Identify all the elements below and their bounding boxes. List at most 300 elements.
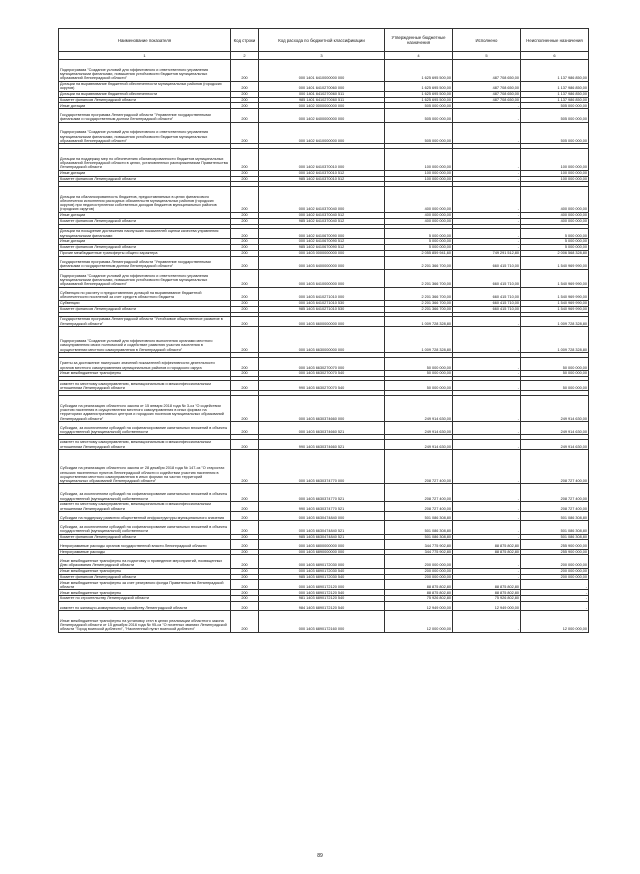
row-plan: 1 625 695 500,00 — [385, 91, 453, 97]
row-left: - — [521, 601, 589, 610]
row-code: 200 — [231, 422, 259, 435]
row-done: - — [453, 422, 521, 435]
row-done: - — [453, 611, 521, 633]
row-kbk: 000 1403 6410271010 000 — [259, 287, 385, 300]
row-left: 249 914 630,00 — [521, 440, 589, 450]
row-left: 5 000 000,00 — [521, 244, 589, 250]
row-done: - — [453, 109, 521, 122]
row-done: - — [453, 512, 521, 521]
row-plan: 249 914 630,00 — [385, 440, 453, 450]
row-plan: 2 201 366 700,00 — [385, 287, 453, 300]
row-kbk: 985 1402 6410370010 512 — [259, 176, 385, 182]
row-left: - — [521, 596, 589, 602]
row-plan: 344 775 902,80 — [385, 549, 453, 555]
table-row — [59, 611, 589, 633]
row-plan: 1 009 728 328,80 — [385, 317, 453, 327]
row-code: 200 — [231, 371, 259, 377]
table-row — [59, 512, 589, 521]
table-row — [59, 60, 589, 82]
row-plan: 2 201 366 700,00 — [385, 306, 453, 312]
row-done: - — [453, 484, 521, 502]
row-done: - — [453, 534, 521, 540]
row-left: 1 137 986 850,00 — [521, 81, 589, 91]
row-name: Дотации на поддержку мер по обеспечению сбалансированности бюджетов муниципальных образований Ленинградской области в целях, установленных распоряжениями Правительства Ленинградской области — [59, 148, 231, 170]
row-left: 208 727 400,00 — [521, 484, 589, 502]
row-kbk: 000 1401 6410270060 000 — [259, 81, 385, 91]
row-plan: 100 000 000,00 — [385, 170, 453, 176]
row-left: 200 000 000,00 — [521, 574, 589, 580]
row-done: 12 949 000,00 — [453, 601, 521, 610]
row-plan: 100 000 000,00 — [385, 148, 453, 170]
row-plan: 1 625 695 500,00 — [385, 60, 453, 82]
row-done: - — [453, 176, 521, 182]
row-plan: 1 625 695 500,00 — [385, 97, 453, 103]
row-kbk: 000 1403 6630474840 521 — [259, 521, 385, 534]
row-kbk: 981 1403 6890172120 540 — [259, 596, 385, 602]
row-kbk: 000 1403 6890172030 000 — [259, 555, 385, 568]
row-plan: 2 201 366 700,00 — [385, 300, 453, 306]
row-code: 200 — [231, 300, 259, 306]
row-done: - — [453, 327, 521, 353]
row-code: 200 — [231, 81, 259, 91]
row-name: Подпрограмма "Создание условий для эффективного выполнения органами местного самоуправления своих полномочий и содействие развитию участия населения в осуществлении местного самоуправления в Ленинградской области" — [59, 327, 231, 353]
row-left: 501 086 308,80 — [521, 534, 589, 540]
row-kbk: 000 1403 6630270070 000 — [259, 357, 385, 370]
row-kbk: 000 1403 6400000000 000 — [259, 256, 385, 269]
row-plan: 249 914 630,00 — [385, 422, 453, 435]
row-plan: 50 000 000,00 — [385, 381, 453, 391]
row-plan: 100 000 000,00 — [385, 176, 453, 182]
row-left: - — [521, 580, 589, 590]
row-done: - — [453, 229, 521, 239]
row-done: 88 875 802,80 — [453, 540, 521, 549]
row-plan: 501 086 308,80 — [385, 534, 453, 540]
row-name: Субсидии на поддержку развития общественной инфраструктуры муниципального значения — [59, 512, 231, 521]
row-plan: 249 914 630,00 — [385, 396, 453, 422]
row-plan: 2 201 366 700,00 — [385, 269, 453, 287]
row-done: - — [453, 244, 521, 250]
table-row — [59, 601, 589, 610]
row-left: 501 086 308,80 — [521, 521, 589, 534]
row-plan: 1 009 728 328,80 — [385, 327, 453, 353]
row-kbk: 000 1403 6630374770 000 — [259, 450, 385, 484]
row-name: Субсидии на реализацию областного закона от 28 декабря 2018 года № 147-оз "О старостах сельских населенных пунктов Ленинградской области и содействии участию населения в осуществлении местного самоуправления в иных формах на частях территорий муниципальных образований Ленинградской области" — [59, 450, 231, 484]
row-left: 1 137 986 850,00 — [521, 97, 589, 103]
row-left: 1 540 969 990,00 — [521, 256, 589, 269]
row-kbk: 000 1403 0000000000 000 — [259, 250, 385, 256]
row-name: Иные дотации — [59, 212, 231, 218]
row-kbk: 000 1403 6890172120 540 — [259, 590, 385, 596]
row-left: 255 900 000,00 — [521, 540, 589, 549]
row-code: 200 — [231, 306, 259, 312]
row-left: 1 009 728 328,80 — [521, 317, 589, 327]
header-num: 5 — [453, 52, 521, 60]
row-plan: 200 000 000,00 — [385, 574, 453, 580]
row-plan: 5 000 000,00 — [385, 239, 453, 245]
row-plan: 5 000 000,00 — [385, 229, 453, 239]
header-num: 4 — [385, 52, 453, 60]
row-kbk: 000 1402 6410670090 512 — [259, 239, 385, 245]
row-done: - — [453, 170, 521, 176]
row-name: Дотации на сбалансированность бюджетов, предоставляемых в целях финансового обеспечения исполнения расходных обязательств муниципальных районов (городских округов) при недопоступлении собственных доходов бюджетов муниципальных районов (городских округов) — [59, 186, 231, 212]
table-row — [59, 502, 589, 512]
row-plan: 505 000 000,00 — [385, 109, 453, 122]
row-name: Комитет финансов Ленинградской области — [59, 574, 231, 580]
row-code: 200 — [231, 212, 259, 218]
row-name: Иные межбюджетные трансферты на установку стел в целях реализации областного закона Ленинградской области от 15 декабря 2016 года № 95-оз "О почетных званиях Ленинградской области "Город воинской доблести", "Населенный пункт воинской доблести" — [59, 611, 231, 633]
row-done: - — [453, 317, 521, 327]
row-left: 5 000 000,00 — [521, 239, 589, 245]
row-name: Иные межбюджетные трансферты — [59, 568, 231, 574]
row-kbk: 000 1403 6890172120 000 — [259, 580, 385, 590]
table-row — [59, 440, 589, 450]
row-plan: 400 000 000,00 — [385, 186, 453, 212]
row-code: 200 — [231, 381, 259, 391]
row-done: 487 708 650,00 — [453, 60, 521, 82]
header-kbk: Код расхода по бюджетной классификации — [259, 29, 385, 52]
row-name: Иные дотации — [59, 170, 231, 176]
row-name: комитет по местному самоуправлению, межнациональным и межконфессиональным отношениям Ленинградской области — [59, 502, 231, 512]
row-kbk: 984 1403 6890172120 540 — [259, 601, 385, 610]
row-name: Комитет финансов Ленинградской области — [59, 244, 231, 250]
row-kbk: 000 1403 6630270070 540 — [259, 371, 385, 377]
row-left: 200 000 000,00 — [521, 568, 589, 574]
row-kbk: 990 1403 6630374660 521 — [259, 440, 385, 450]
row-left: 400 000 000,00 — [521, 186, 589, 212]
row-kbk: 000 1403 6630374770 521 — [259, 484, 385, 502]
row-code: 200 — [231, 484, 259, 502]
row-name: Государственная программа Ленинградской области "Управление государственными финансами и государственным долгом Ленинградской области" — [59, 109, 231, 122]
header-row — [59, 29, 589, 52]
row-kbk: 000 1402 6410000000 000 — [259, 122, 385, 144]
row-name: Подпрограмма "Создание условий для эффективного и ответственного управления муниципальными финансами, повышения устойчивости бюджетов муниципальных образований Ленинградской области" — [59, 269, 231, 287]
page-number: 89 — [317, 853, 323, 859]
row-code: 200 — [231, 555, 259, 568]
row-plan: 12 000 000,00 — [385, 611, 453, 633]
row-done: - — [453, 148, 521, 170]
row-done: - — [453, 186, 521, 212]
row-code: 200 — [231, 502, 259, 512]
row-plan: 1 625 695 500,00 — [385, 81, 453, 91]
row-code: 200 — [231, 574, 259, 580]
table-row — [59, 91, 589, 97]
row-kbk: 000 1403 6600000000 000 — [259, 317, 385, 327]
table-row — [59, 484, 589, 502]
row-code: 200 — [231, 103, 259, 109]
table-row — [59, 450, 589, 484]
row-done: - — [453, 122, 521, 144]
row-left: 50 000 000,00 — [521, 381, 589, 391]
row-plan: 208 727 400,00 — [385, 484, 453, 502]
row-name: Комитет финансов Ленинградской области — [59, 306, 231, 312]
row-kbk: 985 1403 6890172030 540 — [259, 574, 385, 580]
row-code: 200 — [231, 450, 259, 484]
row-done: - — [453, 218, 521, 224]
row-kbk: 985 1403 6410271010 530 — [259, 306, 385, 312]
header-num: 6 — [521, 52, 589, 60]
row-done: 660 415 710,00 — [453, 256, 521, 269]
row-kbk: 000 1402 6410370040 000 — [259, 186, 385, 212]
row-name: Иные межбюджетные трансферты на подготовку и проведение мероприятий, посвященных Дню образования Ленинградской области — [59, 555, 231, 568]
row-plan: 501 086 308,80 — [385, 512, 453, 521]
row-plan: 344 775 902,80 — [385, 540, 453, 549]
row-done: 88 875 802,80 — [453, 590, 521, 596]
row-left: 1 540 969 990,00 — [521, 306, 589, 312]
row-code: 200 — [231, 148, 259, 170]
header-done: Исполнено — [453, 29, 521, 52]
table-row — [59, 229, 589, 239]
row-code: 200 — [231, 534, 259, 540]
row-left: 400 000 000,00 — [521, 218, 589, 224]
row-left: - — [521, 590, 589, 596]
row-left: 50 000 000,00 — [521, 357, 589, 370]
table-row — [59, 327, 589, 353]
row-name: Субсидии, за исключением субсидий на софинансирование капитальных вложений в объекты государственной (муниципальной) собственности — [59, 484, 231, 502]
row-done: - — [453, 371, 521, 377]
row-code: 200 — [231, 357, 259, 370]
row-code: 200 — [231, 596, 259, 602]
row-done: 749 291 512,80 — [453, 250, 521, 256]
row-code: 200 — [231, 250, 259, 256]
row-name: Иные дотации — [59, 103, 231, 109]
row-done: 487 708 650,00 — [453, 81, 521, 91]
row-name: Иные дотации — [59, 239, 231, 245]
row-left: 249 914 630,00 — [521, 396, 589, 422]
row-plan: 200 000 000,00 — [385, 568, 453, 574]
row-left: 501 086 308,80 — [521, 512, 589, 521]
row-left: 1 137 986 850,00 — [521, 60, 589, 82]
row-plan: 400 000 000,00 — [385, 218, 453, 224]
row-plan: 88 875 802,80 — [385, 580, 453, 590]
row-name: Дотации на выравнивание бюджетной обеспеченности муниципальных районов (городских округов) — [59, 81, 231, 91]
row-name: Прочие межбюджетные трансферты общего характера — [59, 250, 231, 256]
row-code: 200 — [231, 244, 259, 250]
row-left: 100 000 000,00 — [521, 170, 589, 176]
header-num: 2 — [231, 52, 259, 60]
row-left: 505 000 000,00 — [521, 122, 589, 144]
row-code: 200 — [231, 176, 259, 182]
row-name: Субсидии, за исключением субсидий на софинансирование капитальных вложений в объекты государственной (муниципальной) собственности — [59, 422, 231, 435]
table-row — [59, 596, 589, 602]
row-code: 200 — [231, 540, 259, 549]
row-code: 200 — [231, 327, 259, 353]
row-code: 200 — [231, 512, 259, 521]
row-plan: 50 000 000,00 — [385, 357, 453, 370]
row-name: Иные межбюджетные трансферты за счет резервного фонда Правительства Ленинградской области — [59, 580, 231, 590]
table-row — [59, 109, 589, 122]
header-left: Неисполненные назначения — [521, 29, 589, 52]
table-row — [59, 396, 589, 422]
row-name: Комитет финансов Ленинградской области — [59, 97, 231, 103]
table-row — [59, 381, 589, 391]
row-left: 255 900 000,00 — [521, 549, 589, 555]
row-done: - — [453, 574, 521, 580]
budget-table — [58, 28, 589, 633]
row-name: комитет по жилищно-коммунальному хозяйству Ленинградской области — [59, 601, 231, 610]
row-plan: 400 000 000,00 — [385, 212, 453, 218]
row-kbk: 000 1402 0000000000 000 — [259, 103, 385, 109]
row-name: Государственная программа Ленинградской области "Устойчивое общественное развитие в Ленинградской области" — [59, 317, 231, 327]
row-kbk: 000 1403 6630000000 000 — [259, 327, 385, 353]
row-left: 249 914 630,00 — [521, 422, 589, 435]
row-kbk: 000 1403 6630374660 521 — [259, 422, 385, 435]
row-code: 200 — [231, 549, 259, 555]
row-done: - — [453, 568, 521, 574]
row-code: 200 — [231, 109, 259, 122]
row-left: 1 540 969 990,00 — [521, 269, 589, 287]
row-done: - — [453, 521, 521, 534]
row-left: 5 000 000,00 — [521, 229, 589, 239]
row-name: Непрограммные расходы — [59, 549, 231, 555]
row-name: Субсидии, за исключением субсидий на софинансирование капитальных вложений в объекты государственной (муниципальной) собственности — [59, 521, 231, 534]
row-plan: 505 000 000,00 — [385, 103, 453, 109]
row-name: Дотации на поощрение достижения наилучших показателей оценки качества управления муниципальными финансами — [59, 229, 231, 239]
row-name: Субвенция по расчету и предоставлению дотаций на выравнивание бюджетной обеспеченности поселений за счет средств областного бюджета — [59, 287, 231, 300]
row-done: - — [453, 450, 521, 484]
table-row — [59, 269, 589, 287]
row-plan: 2 055 859 941,60 — [385, 250, 453, 256]
row-done: - — [453, 440, 521, 450]
table-row — [59, 81, 589, 91]
row-name: Иные межбюджетные трансферты — [59, 371, 231, 377]
report-sheet — [58, 28, 588, 633]
row-code: 200 — [231, 229, 259, 239]
row-plan: 5 000 000,00 — [385, 244, 453, 250]
row-kbk: 985 1402 6410370040 512 — [259, 218, 385, 224]
row-name: Субвенции — [59, 300, 231, 306]
row-kbk: 000 1403 6890000000 000 — [259, 549, 385, 555]
table-row — [59, 357, 589, 370]
row-done: - — [453, 357, 521, 370]
row-left: 100 000 000,00 — [521, 176, 589, 182]
row-code: 200 — [231, 287, 259, 300]
row-kbk: 000 1403 6800000000 000 — [259, 540, 385, 549]
row-kbk: 000 1401 6410000000 000 — [259, 60, 385, 82]
header-number-row — [59, 52, 589, 60]
row-kbk: 985 1403 6630474840 521 — [259, 534, 385, 540]
row-code: 200 — [231, 440, 259, 450]
table-row — [59, 422, 589, 435]
row-done: - — [453, 396, 521, 422]
row-done: 660 415 710,00 — [453, 300, 521, 306]
row-done: 88 875 802,80 — [453, 549, 521, 555]
row-plan: 505 000 000,00 — [385, 122, 453, 144]
row-name: Иные межбюджетные трансферты — [59, 590, 231, 596]
row-left: 505 000 000,00 — [521, 109, 589, 122]
row-done: - — [453, 212, 521, 218]
row-name: Дотации на выравнивание бюджетной обеспеченности — [59, 91, 231, 97]
row-name: комитет по местному самоуправлению, межнациональным и межконфессиональным отношениям Ленинградской области — [59, 381, 231, 391]
row-code: 200 — [231, 269, 259, 287]
row-code: 200 — [231, 568, 259, 574]
table-row — [59, 540, 589, 549]
row-code: 200 — [231, 256, 259, 269]
row-left: 1 137 986 850,00 — [521, 91, 589, 97]
row-code: 200 — [231, 91, 259, 97]
row-kbk: 990 1403 6630270070 540 — [259, 381, 385, 391]
table-body — [59, 60, 589, 633]
row-code: 200 — [231, 97, 259, 103]
table-row — [59, 122, 589, 144]
row-kbk: 000 1403 6410271010 530 — [259, 300, 385, 306]
table-row — [59, 256, 589, 269]
table-row — [59, 186, 589, 212]
row-code: 200 — [231, 186, 259, 212]
row-plan: 208 727 400,00 — [385, 450, 453, 484]
row-kbk: 990 1403 6630374770 521 — [259, 502, 385, 512]
row-code: 200 — [231, 590, 259, 596]
row-name: комитет по местному самоуправлению, межнациональным и межконфессиональным отношениям Ленинградской области — [59, 440, 231, 450]
row-code: 200 — [231, 396, 259, 422]
row-kbk: 000 1403 6410000000 000 — [259, 269, 385, 287]
row-left: 1 540 969 990,00 — [521, 287, 589, 300]
table-row — [59, 250, 589, 256]
row-left: 208 727 400,00 — [521, 450, 589, 484]
row-done: - — [453, 381, 521, 391]
row-code: 200 — [231, 611, 259, 633]
row-kbk: 000 1403 6630374660 000 — [259, 396, 385, 422]
header-num: 3 — [259, 52, 385, 60]
row-name: Комитет финансов Ленинградской области — [59, 534, 231, 540]
table-row — [59, 317, 589, 327]
row-code: 200 — [231, 317, 259, 327]
row-name: Комитет финансов Ленинградской области — [59, 176, 231, 182]
row-left: 400 000 000,00 — [521, 212, 589, 218]
row-kbk: 000 1402 6410370010 512 — [259, 170, 385, 176]
header-num: 1 — [59, 52, 231, 60]
row-code: 200 — [231, 601, 259, 610]
row-plan: 2 201 366 700,00 — [385, 256, 453, 269]
row-left: 1 009 728 328,80 — [521, 327, 589, 353]
row-plan: 200 000 000,00 — [385, 555, 453, 568]
table-row — [59, 287, 589, 300]
row-code: 200 — [231, 521, 259, 534]
row-name: Гранты за достижение наилучших значений показателей эффективности деятельности органов местного самоуправления муниципальных районов и городского округа — [59, 357, 231, 370]
row-code: 200 — [231, 580, 259, 590]
row-done: 88 875 802,80 — [453, 580, 521, 590]
row-kbk: 000 1402 6410370040 512 — [259, 212, 385, 218]
row-kbk: 985 1401 6410270060 511 — [259, 97, 385, 103]
row-name: Подпрограмма "Создание условий для эффективного и ответственного управления муниципальными финансами, повышения устойчивости бюджетов муниципальных образований Ленинградской области" — [59, 122, 231, 144]
row-done: - — [453, 502, 521, 512]
row-kbk: 000 1403 6630474840 000 — [259, 512, 385, 521]
row-kbk: 000 1403 6890172160 000 — [259, 611, 385, 633]
row-kbk: 000 1402 6410370010 000 — [259, 148, 385, 170]
row-left: 200 000 000,00 — [521, 555, 589, 568]
row-plan: 208 727 400,00 — [385, 502, 453, 512]
row-done: 660 415 710,00 — [453, 287, 521, 300]
header-plan: Утвержденные бюджетные назначения — [385, 29, 453, 52]
row-left: 2 006 568 328,80 — [521, 250, 589, 256]
row-done: - — [453, 239, 521, 245]
table-row — [59, 521, 589, 534]
row-name: Комитет финансов Ленинградской области — [59, 218, 231, 224]
row-done: 487 708 650,00 — [453, 97, 521, 103]
row-code: 200 — [231, 170, 259, 176]
row-done: - — [453, 555, 521, 568]
row-left: 50 000 000,00 — [521, 371, 589, 377]
row-done: 75 926 802,80 — [453, 596, 521, 602]
row-name: Субсидии на реализацию областного закона от 15 января 2018 года № 3-оз "О содействии участию населения в осуществлении местного самоуправления в иных формах на территориях административных центров и городских поселков муниципальных образований Ленинградской области" — [59, 396, 231, 422]
row-left: 1 540 969 990,00 — [521, 300, 589, 306]
row-code: 200 — [231, 122, 259, 144]
row-plan: 75 926 802,80 — [385, 596, 453, 602]
row-plan: 50 000 000,00 — [385, 371, 453, 377]
row-left: 208 727 400,00 — [521, 502, 589, 512]
table-row — [59, 580, 589, 590]
row-kbk: 000 1401 6410270060 511 — [259, 91, 385, 97]
row-kbk: 985 1402 6410670090 512 — [259, 244, 385, 250]
